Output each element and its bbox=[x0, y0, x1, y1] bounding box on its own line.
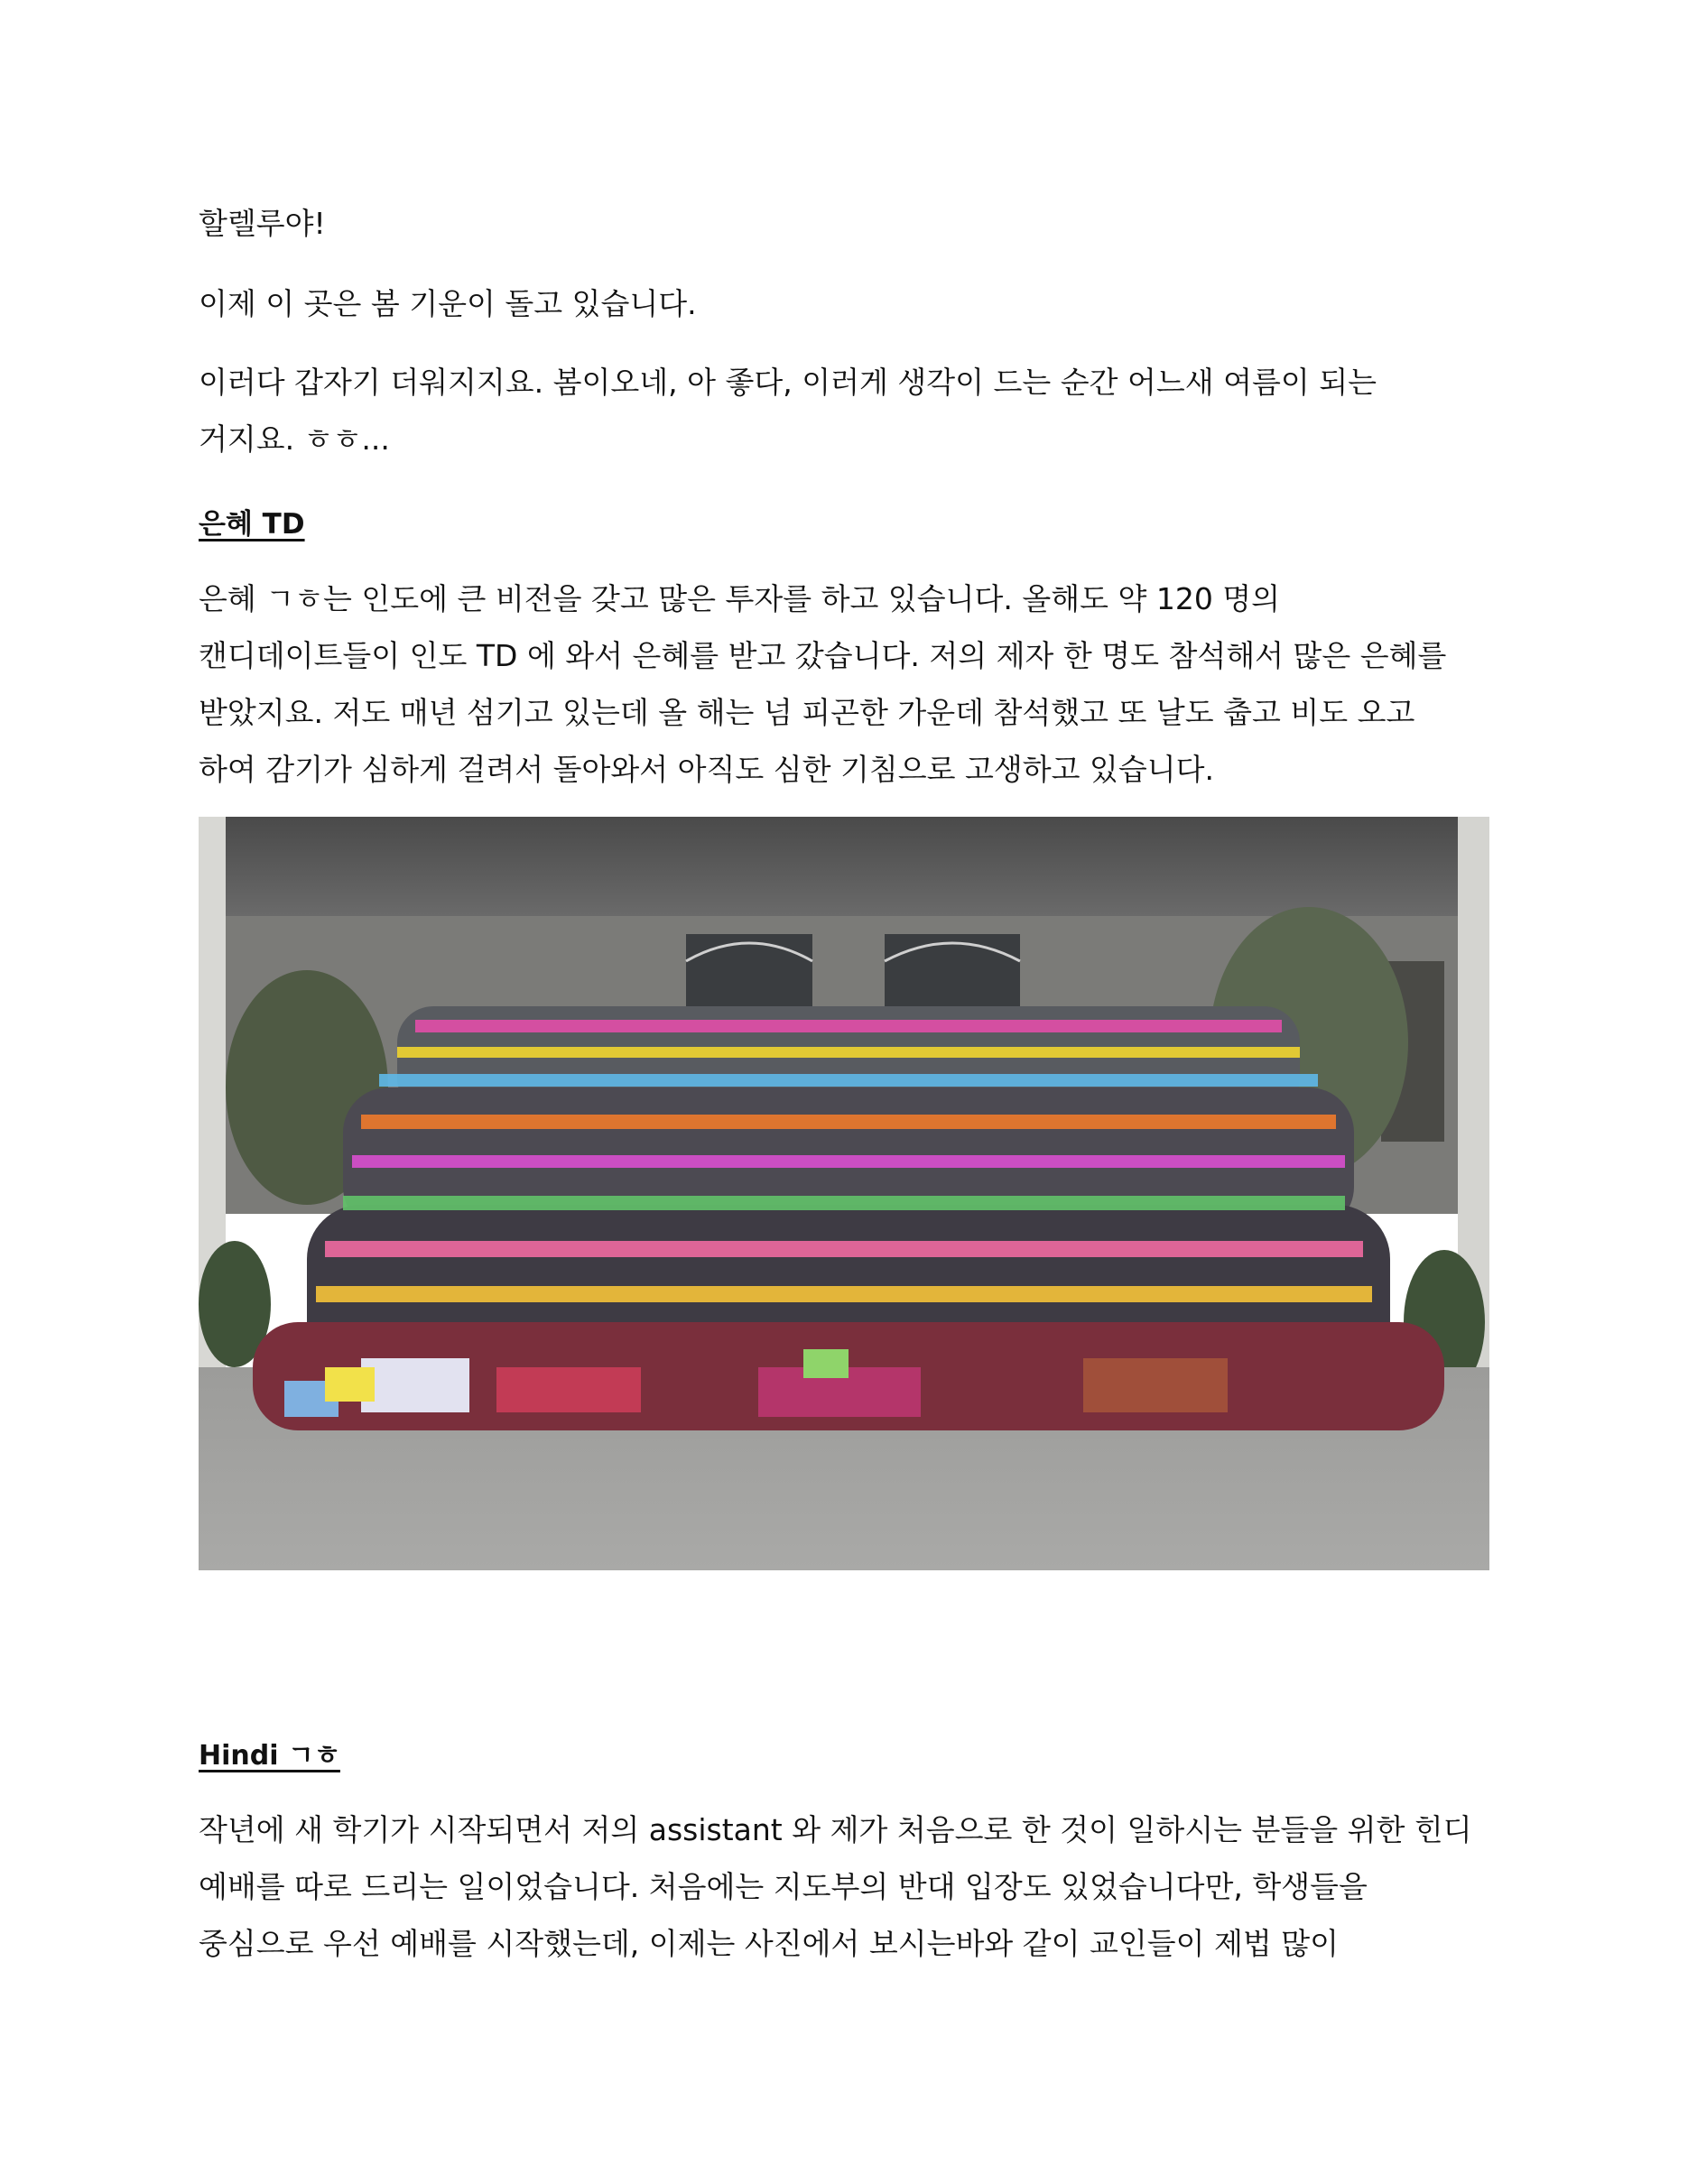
paragraph-line: 캔디데이트들이 인도 TD 에 와서 은혜를 받고 갔습니다. 저의 제자 한 명도 참석해서 많은 은혜를 bbox=[199, 638, 1447, 673]
paragraph-line: 작년에 새 학기가 시작되면서 저의 assistant 와 제가 처음으로 한 것이 일하시는 분들을 위한 힌디 bbox=[199, 1812, 1472, 1847]
paragraph-line: 이러다 갑자기 더워지지요. 봄이오네, 아 좋다, 이러게 생각이 드는 순간 어느새 여름이 되는 bbox=[199, 365, 1377, 400]
paragraph-line: 은혜 ㄱㅎ는 인도에 큰 비전을 갖고 많은 투자를 하고 있습니다. 올해도 약 120 명의 bbox=[199, 581, 1281, 616]
group-photo-illustration bbox=[199, 817, 1489, 1570]
paragraph-line: 중심으로 우선 예배를 시작했는데, 이제는 사진에서 보시는바와 같이 교인들이 제법 많이 bbox=[199, 1926, 1339, 1961]
paragraph-greeting: 할렐루야! bbox=[199, 206, 326, 241]
paragraph-line: 예배를 따로 드리는 일이었습니다. 처음에는 지도부의 반대 입장도 있었습니다만, 학생들을 bbox=[199, 1869, 1368, 1904]
paragraph-line: 하여 감기가 심하게 걸려서 돌아와서 아직도 심한 기침으로 고생하고 있습니다. bbox=[199, 752, 1214, 787]
paragraph-line: 거지요. ㅎㅎ... bbox=[199, 421, 390, 457]
section-heading-td: 은혜 TD bbox=[199, 508, 305, 541]
section-heading-hindi: Hindi ㄱㅎ bbox=[199, 1740, 340, 1772]
group-photo bbox=[199, 817, 1489, 1570]
paragraph-spring: 이제 이 곳은 봄 기운이 돌고 있습니다. bbox=[199, 286, 697, 321]
paragraph-line: 받았지요. 저도 매년 섬기고 있는데 올 해는 넘 피곤한 가운데 참석했고 또 날도 춥고 비도 오고 bbox=[199, 695, 1415, 730]
